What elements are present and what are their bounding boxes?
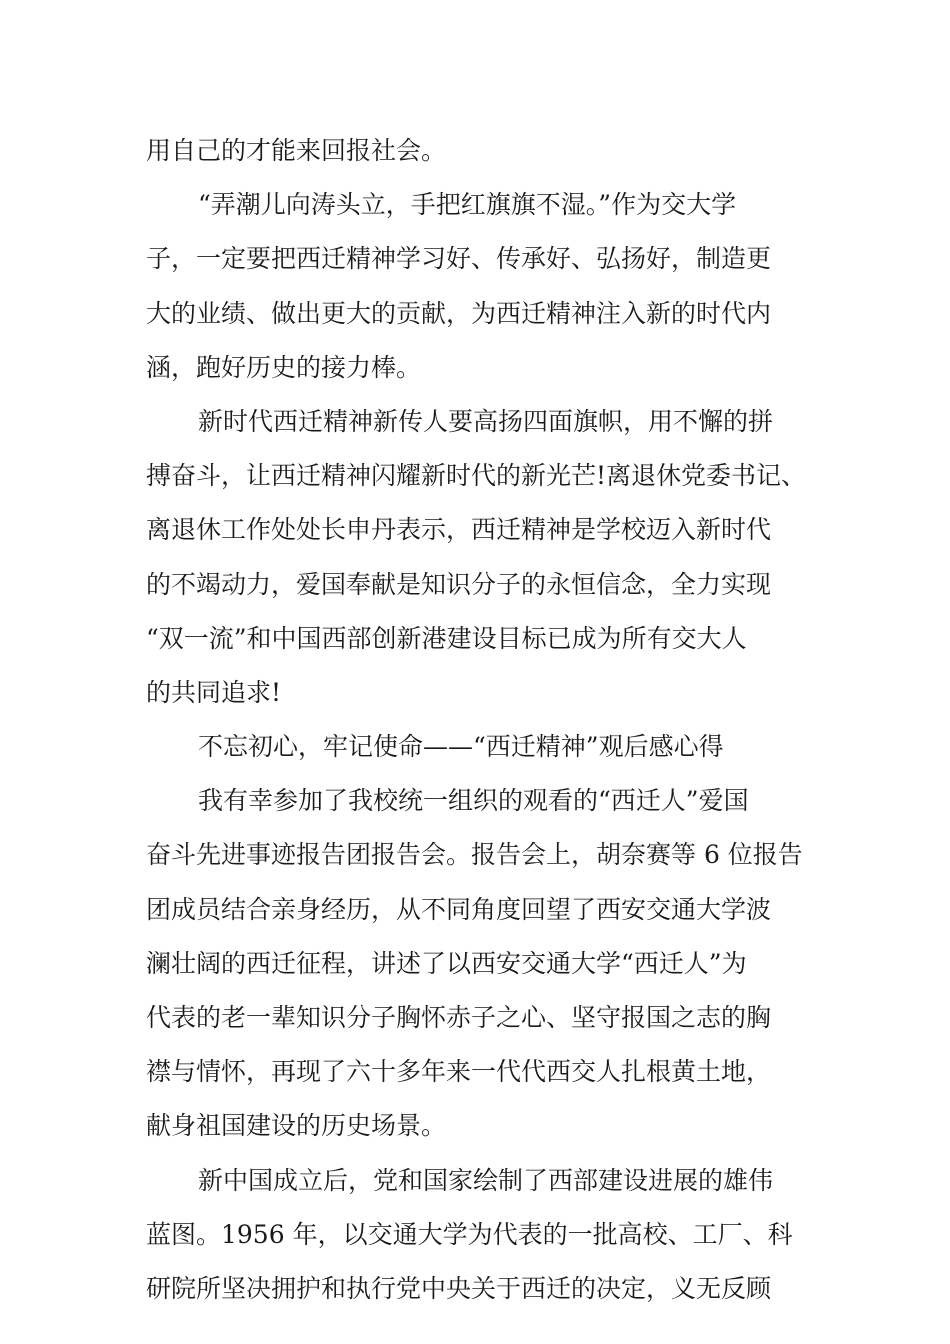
text-line: 用自己的才能来回报社会。 [146,136,447,165]
text-line: 的不竭动力，爱国奉献是知识分子的永恒信念，全力实现 [146,569,772,599]
text-line: 襟与情怀，再现了六十多年来一代代西交人扎根黄土地， [146,1057,772,1087]
text-line: 研院所坚决拥护和执行党中央关于西迁的决定，义无反顾 [146,1273,772,1303]
text-line: 团成员结合亲身经历，从不同角度回望了西安交通大学波 [146,894,772,924]
text-line: 献身祖国建设的历史场景。 [146,1111,447,1141]
text-line: “弄潮儿向涛头立，手把红旗旗不湿。”作为交大学 [198,190,737,220]
text-line: 蓝图。1956 年，以交通大学为代表的一批高校、工厂、科 [146,1219,793,1249]
text-line: “双一流”和中国西部创新港建设目标已成为所有交大人 [146,623,747,653]
text-line: 不忘初心，牢记使命——“西迁精神”观后感心得 [198,732,724,762]
text-line: 澜壮阔的西迁征程，讲述了以西安交通大学“西迁人”为 [146,948,747,978]
text-line: 新时代西迁精神新传人要高扬四面旗帜，用不懈的拼 [198,406,774,436]
text-line: 奋斗先进事迹报告团报告会。报告会上，胡奈赛等 6 位报告 [146,840,803,870]
text-line: 子，一定要把西迁精神学习好、传承好、弘扬好，制造更 [146,244,772,274]
text-line: 新中国成立后，党和国家绘制了西部建设进展的雄伟 [198,1165,774,1195]
text-line: 搏奋斗，让西迁精神闪耀新时代的新光芒!离退休党委书记、 [146,461,807,491]
text-line: 离退休工作处处长申丹表示，西迁精神是学校迈入新时代 [146,515,772,545]
body-text [146,124,822,1316]
text-line: 大的业绩、做出更大的贡献，为西迁精神注入新的时代内 [146,298,772,328]
text-line: 涵，跑好历史的接力棒。 [146,352,422,382]
text-line: 的共同追求! [146,677,282,707]
text-line: 我有幸参加了我校统一组织的观看的“西迁人”爱国 [198,786,749,816]
text-line: 代表的老一辈知识分子胸怀赤子之心、坚守报国之志的胸 [146,1003,772,1032]
